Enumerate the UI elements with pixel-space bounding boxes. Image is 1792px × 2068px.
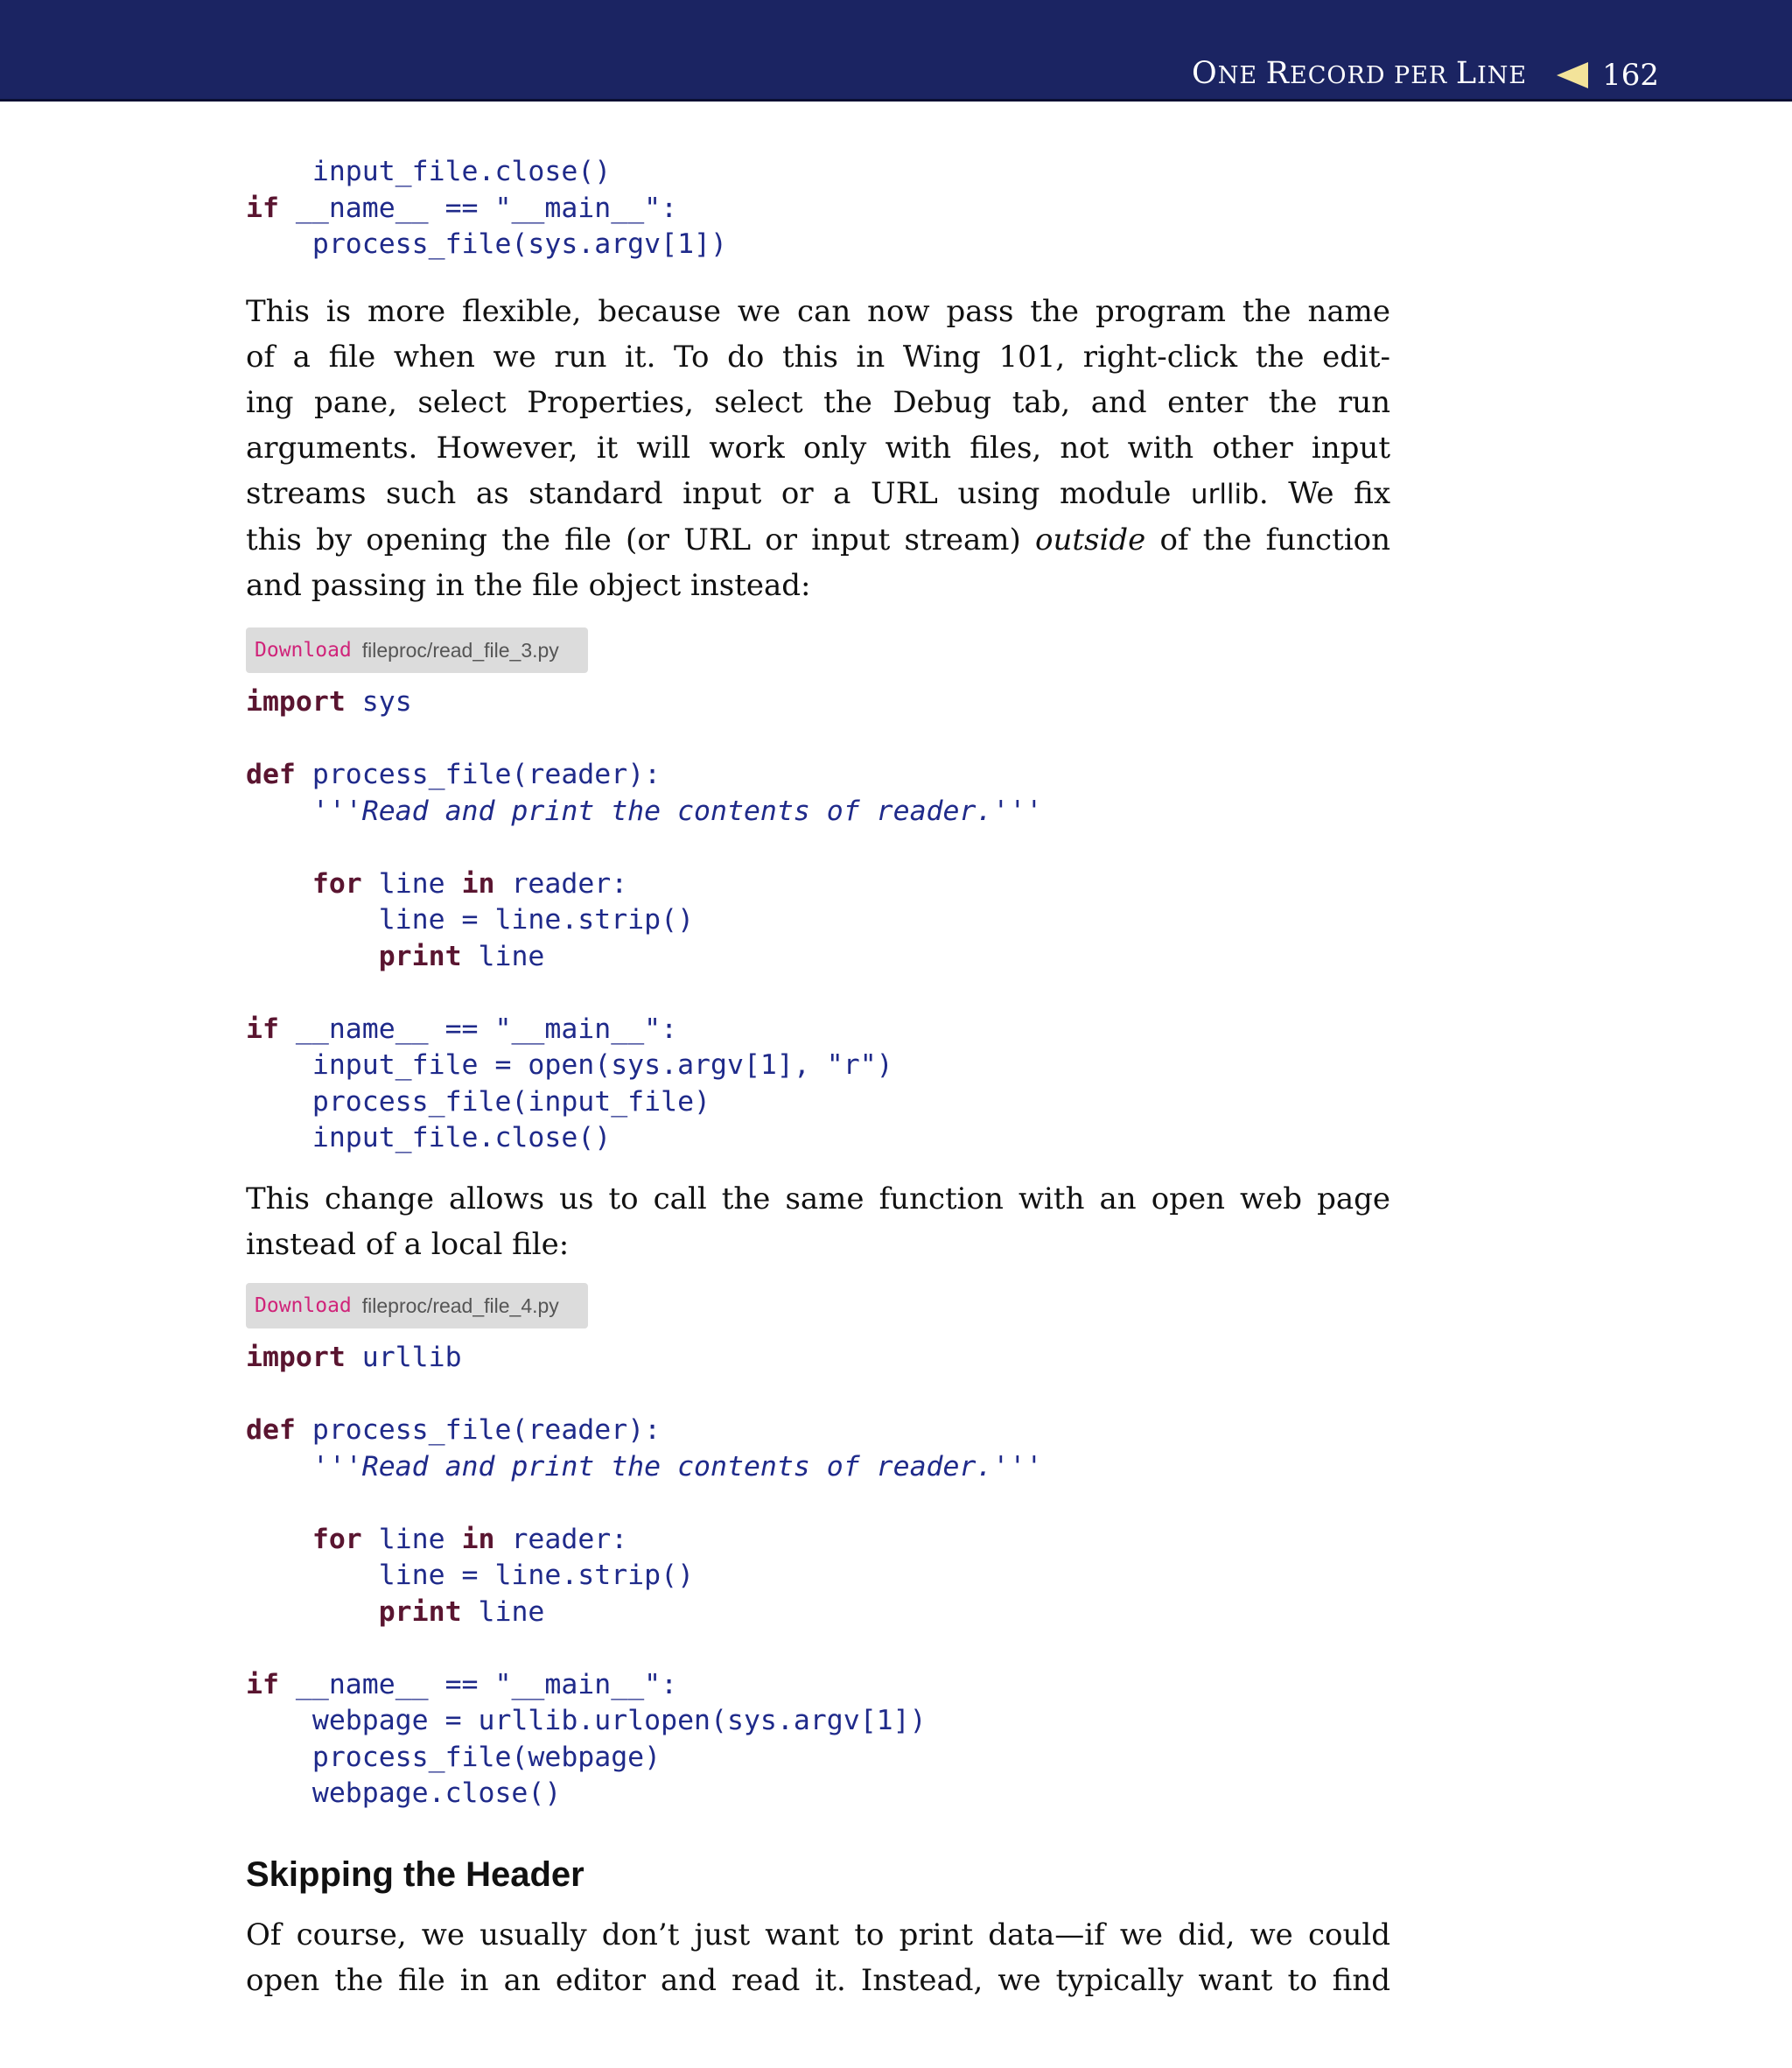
previous-page-arrow-icon[interactable]: [1557, 62, 1588, 88]
code-block-read-file-4: import urllib def process_file(reader): '''Read and print the contents of reader.''' for line in reader: line = line.strip() print line if __name__ == "__main__": webpage = urllib.urlopen(sys.argv[1]) process_file(webpage) webpage.close(): [246, 1342, 1043, 1809]
chapter-section-title: ONE RECORD PER LINE: [1192, 56, 1528, 91]
download-label: Download: [255, 1294, 352, 1317]
download-file-path: fileproc/read_file_4.py: [361, 1293, 559, 1317]
code-block-read-file-3: import sys def process_file(reader): '''Read and print the contents of reader.''' for line in reader: line = line.strip() print line if __name__ == "__main__": input_file = open(sys.argv[1], "r") process_file(input_file) input_file.close(): [246, 686, 1043, 1153]
emphasis-outside: outside: [1035, 522, 1146, 557]
download-label: Download: [255, 639, 352, 662]
inline-code-urllib: urllib: [1190, 479, 1259, 510]
paragraph-change-allows: This change allows us to call the same function with an open web page instead of a local file:: [246, 1181, 1390, 1262]
running-head: [1192, 56, 1659, 94]
section-heading: Skipping the Header: [246, 1855, 584, 1894]
paragraph-flexible: This is more flexible, because we can now pass the program the name of a file when we run it. To do this in Wing 101, right-click the edit- ing pane, select Properties, select the Debug tab, and enter the run arguments. However, it will work only with files, not with other input streams such as standard input or a URL using module urllib. We fix this by opening the file (or URL or input stream) outside of the function and passing in the file object instead:: [246, 294, 1390, 603]
code-block-top: input_file.close() if __name__ == "__main__": process_file(sys.argv[1]): [246, 156, 727, 260]
page-number: 162: [1602, 57, 1659, 93]
download-file-path: fileproc/read_file_3.py: [361, 638, 559, 662]
download-link-read-file-4[interactable]: [246, 1283, 588, 1328]
running-header-bar: [0, 0, 1792, 102]
paragraph-of-course: Of course, we usually don’t just want to print data—if we did, we could open the file in an editor and read it. Instead, we typically want to find: [246, 1917, 1390, 1998]
download-link-read-file-3[interactable]: [246, 627, 588, 673]
